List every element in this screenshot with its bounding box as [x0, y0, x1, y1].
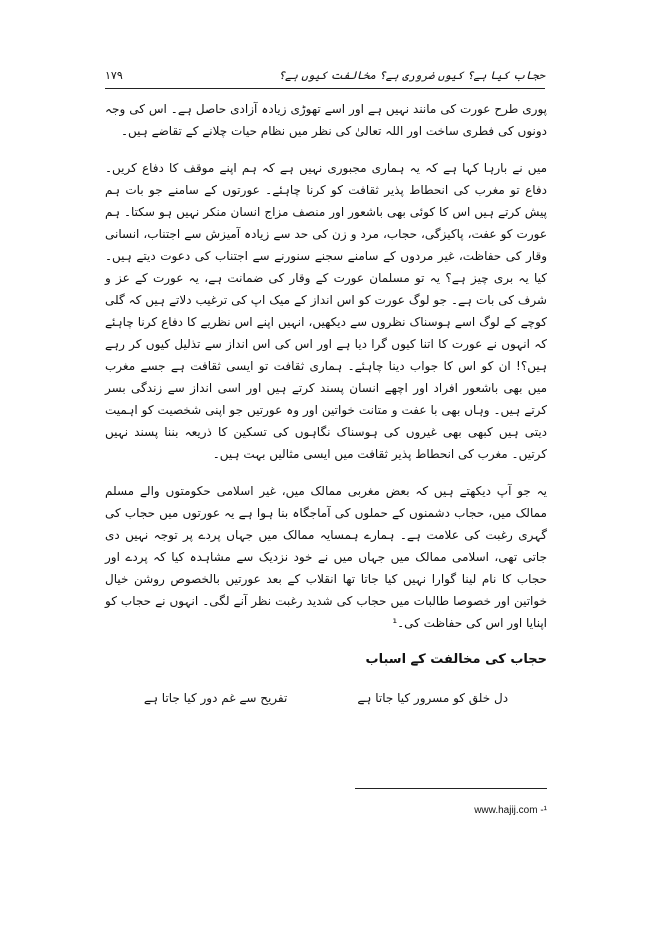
paragraph-3: یہ جو آپ دیکھتے ہیں کہ بعض مغربی ممالک میں، غیر اسلامی حکومتوں والے مسلم ممالک میں، حجاب دشمنوں کے حملوں کی آماجگاہ بنا ہوا ہے یہ عورتوں میں حجاب کی گہری رغبت کی علامت ہے۔ ہمارے ہمسایہ ممالک میں جہاں پردے پر توجہ نہیں دی جاتی تھی، اسلامی ممالک میں جہاں میں نے خود نزدیک سے مشاہدہ کیا کہ پردے اور حجاب کا نام لینا گوارا نہیں کیا جاتا تھا انقلاب کے بعد عورتیں بالخصوص روشن خیال خواتین اور خصوصا طالبات میں حجاب کی شدید رغبت نظر آنے لگی۔ انہوں نے حجاب کو اپنایا اور اس کی حفاظت کی۔¹: [105, 484, 547, 630]
running-header-title: حجاب کیا ہے؟ کیوں ضروری ہے؟ مخالفت کیوں ہے؟: [278, 69, 545, 82]
paragraph-1: پوری طرح عورت کی مانند نہیں ہے اور اسے تھوڑی زیادہ آزادی حاصل ہے۔ اس کی وجہ دونوں کی فطری ساخت اور اللہ تعالیٰ کی نظر میں نظام حیات چلانے کے تقاضے ہیں۔: [105, 102, 547, 138]
section-heading: حجاب کی مخالفت کے اسباب: [365, 652, 547, 667]
footnote-rule: [355, 788, 547, 789]
page-number: ۱۷۹: [105, 69, 123, 82]
paragraph-2: میں نے بارہا کہا ہے کہ یہ ہماری مجبوری نہیں ہے کہ ہم اپنے موقف کا دفاع کریں۔ دفاع تو مغرب کی انحطاط پذیر ثقافت کو کرنا چاہئے۔ عورتوں کے سامنے جو بات ہم پیش کرتے ہیں اس کا کوئی بھی باشعور اور منصف مزاج انسان منکر نہیں ہو سکتا۔ ہم عورت کو عفت، پاکیزگی، حجاب، مرد و زن کی حد سے زیادہ آمیزش سے اجتناب، انسانی وقار کی حفاظت، غیر مردوں کے سامنے سجنے سنورنے سے اجتناب کی دعوت دیتے ہیں۔ کیا یہ بری چیز ہے؟ یہ تو مسلمان عورت کے وقار کی ضمانت ہے، یہ عورت کے عز و شرف کی بات ہے۔ جو لوگ عورت کو اس انداز کے میک اپ کی ترغیب دلاتے ہیں کہ گلی کوچے کے لوگ اسے ہوسناک نظروں سے دیکھیں، انہیں اپنے اس نظریے کا دفاع کرنا چاہئے کہ انہوں نے عورت کا اتنا کیوں گرا دیا ہے اور اس کی اس انداز سے تذلیل کیوں کر رہے ہیں؟! ان کو اس کا جواب دینا چاہئے۔ ہماری ثقافت تو ایسی ثقافت ہے جسے مغرب میں بھی باشعور افراد اور اچھے انسان پسند کرتے ہیں اور اسی انداز سے زندگی بسر کرتے ہیں۔ وہاں بھی با عفت و متانت خواتین اور وہ عورتیں جو اپنی شخصیت کو اہمیت دیتی ہیں کبھی بھی غیروں کی ہوسناک نگاہوں کی تسکین کا ذریعہ بننا پسند نہیں کرتیں۔ مغرب کی انحطاط پذیر ثقافت میں ایسی مثالیں بہت ہیں۔: [105, 161, 547, 461]
footnote: www.hajij.com -¹: [474, 805, 547, 816]
body-text: [105, 98, 547, 709]
running-header: [105, 66, 545, 86]
verse-hemistich-right: دل خلق کو مسرور کیا جاتا ہے: [357, 691, 509, 705]
verse-hemistich-left: تفریح سے غم دور کیا جاتا ہے: [143, 691, 288, 705]
verse-couplet: [105, 687, 547, 709]
header-rule: [105, 88, 545, 89]
